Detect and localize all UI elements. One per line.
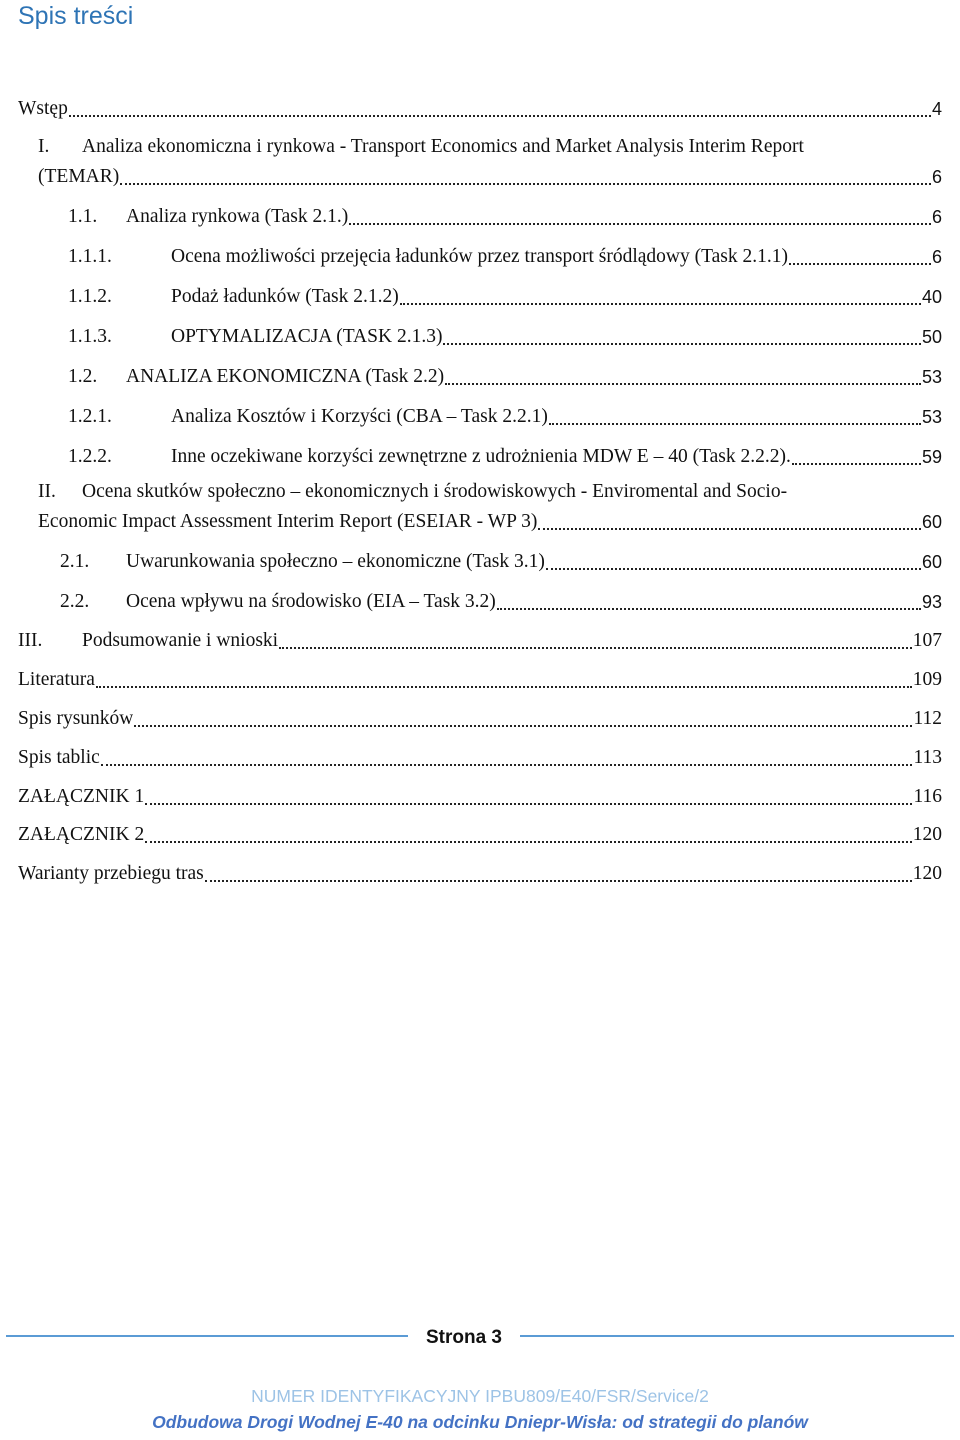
toc-entry-text: ANALIZA EKONOMICZNA (Task 2.2) [126, 366, 445, 387]
toc-entry[interactable] [38, 132, 804, 162]
toc-entry-text: Literatura [18, 669, 95, 690]
toc-entry[interactable] [60, 547, 942, 577]
toc-entry-number: 1.1.2. [68, 286, 112, 307]
toc-entry-number: 1.1.1. [68, 246, 112, 267]
toc-entry[interactable] [68, 282, 942, 312]
dot-leader [145, 801, 912, 805]
toc-entry-page: 112 [913, 708, 942, 729]
toc-entry-text: ZAŁĄCZNIK 2 [18, 824, 145, 845]
dot-leader [349, 221, 931, 225]
dot-leader [549, 421, 921, 425]
toc-entry-page: 116 [913, 786, 942, 807]
toc-entry[interactable] [68, 442, 942, 472]
toc-entry-page: 109 [912, 669, 942, 690]
dot-leader [792, 461, 921, 465]
dot-leader [69, 113, 931, 117]
toc-entry-page: 6 [931, 207, 942, 227]
toc-entry[interactable] [68, 362, 942, 392]
dot-leader [400, 301, 921, 305]
toc-entry-text: Warianty przebiegu tras [18, 863, 204, 884]
toc-entry-page: 113 [913, 747, 942, 768]
toc-entry-page: 120 [912, 863, 942, 884]
dot-leader [538, 526, 921, 530]
toc-entry-page: 120 [912, 824, 942, 845]
toc-entry-text: Spis rysunków [18, 708, 134, 729]
toc-entry-number: 1.2.1. [68, 406, 112, 427]
toc-entry-number: 1.2. [68, 366, 98, 387]
toc-entry[interactable] [68, 242, 942, 272]
dot-leader [120, 181, 931, 185]
toc-entry-text: Ocena wpływu na środowisko (EIA – Task 3.2) [126, 591, 496, 612]
toc-entry[interactable] [18, 859, 942, 889]
toc-entry-page: 53 [921, 407, 942, 427]
dot-leader [205, 878, 912, 882]
toc-entry[interactable] [18, 704, 942, 734]
dot-leader [134, 723, 912, 727]
toc-entry[interactable] [68, 322, 942, 352]
toc-entry-text: Podaż ładunków (Task 2.1.2) [171, 286, 399, 307]
dot-leader [279, 645, 912, 649]
toc-entry-text: Analiza ekonomiczna i rynkowa - Transport Economics and Market Analysis Interim Report [82, 136, 804, 157]
toc-entry-number: 1.1. [68, 206, 98, 227]
toc-entry-continuation[interactable] [38, 507, 942, 537]
toc-entry[interactable] [18, 782, 942, 812]
toc-entry-number: 2.1. [60, 551, 90, 572]
toc-entry-page: 4 [931, 99, 942, 119]
dot-leader [145, 839, 912, 843]
toc-entry-text: OPTYMALIZACJA (TASK 2.1.3) [171, 326, 443, 347]
dot-leader [546, 566, 921, 570]
toc-entry[interactable] [18, 665, 942, 695]
dot-leader [443, 341, 921, 345]
toc-entry[interactable] [38, 477, 787, 507]
toc-heading: Spis treści [18, 2, 134, 30]
dot-leader [789, 261, 931, 265]
toc-entry-text-continued: Economic Impact Assessment Interim Report (ESEIAR - WP 3) [38, 511, 538, 532]
toc-entry-text: Podsumowanie i wnioski [82, 630, 279, 651]
toc-entry-continuation[interactable] [38, 162, 942, 192]
toc-entry[interactable] [60, 587, 942, 617]
toc-entry-page: 60 [921, 512, 942, 532]
toc-entry-page: 93 [921, 592, 942, 612]
toc-entry-page: 60 [921, 552, 942, 572]
toc-entry[interactable] [18, 743, 942, 773]
toc-entry-page: 40 [921, 287, 942, 307]
toc-entry-number: I. [38, 136, 50, 157]
toc-entry-page: 107 [912, 630, 942, 651]
toc-entry-number: 1.1.3. [68, 326, 112, 347]
toc-entry-text: Inne oczekiwane korzyści zewnętrzne z udrożnienia MDW E – 40 (Task 2.2.2). [171, 446, 791, 467]
toc-entry-number: II. [38, 481, 56, 502]
footer-id-line: NUMER IDENTYFIKACYJNY IPBU809/E40/FSR/Service/2 [251, 1386, 709, 1406]
dot-leader [101, 762, 913, 766]
toc-entry-text: Uwarunkowania społeczno – ekonomiczne (Task 3.1) [126, 551, 545, 572]
toc-entry-page: 53 [921, 367, 942, 387]
toc-entry-number: III. [18, 630, 43, 651]
toc-entry-text-continued: (TEMAR) [38, 166, 120, 187]
toc-entry[interactable] [68, 402, 942, 432]
toc-entry-text: Spis tablic [18, 747, 100, 768]
toc-entry[interactable] [68, 202, 942, 232]
toc-entry-text: Ocena możliwości przejęcia ładunków przez transport śródlądowy (Task 2.1.1) [171, 246, 789, 267]
toc-entry-text: Analiza rynkowa (Task 2.1.) [126, 206, 349, 227]
toc-entry-number: 1.2.2. [68, 446, 112, 467]
toc-entry-text: Ocena skutków społeczno – ekonomicznych i środowiskowych - Enviromental and Socio- [82, 481, 788, 502]
toc-entry-text: ZAŁĄCZNIK 1 [18, 786, 145, 807]
toc-entry-page: 50 [921, 327, 942, 347]
toc-entry[interactable] [18, 94, 942, 124]
toc-entry-page: 59 [921, 447, 942, 467]
dot-leader [96, 684, 912, 688]
dot-leader [497, 606, 921, 610]
toc-entry-text: Wstęp [18, 98, 68, 119]
page-number: Strona 3 [408, 1325, 520, 1351]
dot-leader [445, 381, 921, 385]
toc-entry-text: Analiza Kosztów i Korzyści (CBA – Task 2.2.1) [171, 406, 548, 427]
toc-entry[interactable] [18, 626, 942, 656]
toc-entry-page: 6 [931, 247, 942, 267]
toc-entry-page: 6 [931, 167, 942, 187]
toc-entry-number: 2.2. [60, 591, 90, 612]
toc-entry[interactable] [18, 820, 942, 850]
footer-project-line: Odbudowa Drogi Wodnej E-40 na odcinku Dniepr-Wisła: od strategii do planów [152, 1412, 808, 1432]
